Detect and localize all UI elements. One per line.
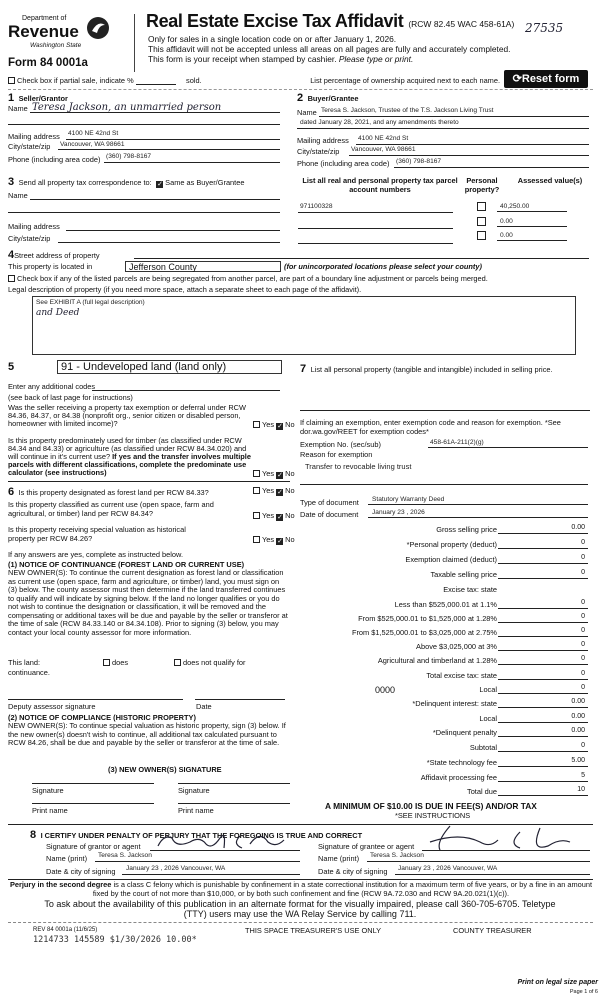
tax-row-line — [498, 766, 588, 767]
title-row — [146, 10, 514, 32]
parcel-number-field[interactable] — [298, 228, 453, 229]
doc-date-label: Date of document — [300, 510, 359, 519]
current-use-yes-no: Yes ✓ No — [253, 511, 295, 521]
assessed-value-field[interactable]: 0.00 — [500, 232, 513, 239]
buyer-phone-field[interactable]: (360) 798-8167 — [396, 158, 442, 165]
street-address-field[interactable] — [134, 258, 589, 259]
partial-sale-checkbox[interactable] — [8, 77, 15, 84]
seller-name-field[interactable]: Teresa Jackson, an unmarried person — [32, 102, 222, 113]
county-note: (for unincorporated locations please select your county) — [284, 262, 482, 271]
legal-handwritten-text: and Deed — [36, 308, 80, 318]
assessed-value-field[interactable]: 0.00 — [500, 218, 513, 225]
deputy-date-field[interactable] — [195, 699, 285, 700]
parcel-number-field[interactable] — [298, 243, 453, 244]
tax-row-label: From $1,525,000.01 to $3,025,000 at 2.75% — [351, 628, 497, 637]
tax-row-label: Total excise tax: state — [426, 671, 497, 680]
tax-row-label: Exemption claimed (deduct) — [405, 555, 497, 564]
tax-row-label: Above $3,025,000 at 3% — [416, 642, 497, 651]
land-use-code-select[interactable]: 91 - Undeveloped land (land only) — [57, 360, 282, 374]
header-divider — [134, 14, 135, 72]
yes-checkbox[interactable] — [253, 487, 260, 494]
does-checkbox[interactable] — [103, 659, 110, 666]
personal-col-header: Personal property? — [464, 176, 500, 194]
yes-checkbox[interactable] — [253, 421, 260, 428]
tax-row-value[interactable]: 0.00 — [571, 713, 585, 720]
grantee-signature-label: Signature of grantee or agent — [318, 842, 415, 851]
buyer-mailing-field[interactable]: 4100 NE 42nd St — [358, 135, 409, 142]
legal-typed-text: See EXHIBIT A (full legal description) — [36, 299, 145, 306]
seller-section-title: 1 Seller/Grantor — [8, 92, 68, 104]
buyer-section-title: 2 Buyer/Grantee — [297, 92, 359, 104]
local-code: 0000 — [375, 685, 396, 695]
corr-mailing-label: Mailing address — [8, 222, 60, 231]
additional-codes-label: Enter any additional codes — [8, 382, 96, 391]
tax-row-value[interactable]: 10 — [577, 786, 585, 793]
dor-logo — [8, 14, 120, 54]
divider — [8, 922, 593, 923]
grantee-name-field[interactable]: Teresa S. Jackson — [370, 852, 424, 859]
notice-compliance-text: NEW OWNER(S): To continue special valuation as historic property, sign (3) below. If the new owner(s) doesn't wish to continue, all additional tax calculated pursuant to RCW 84.26, shall be due and payable by the seller or transferor at the time of sale. — [8, 721, 286, 747]
certify-title: 8 I CERTIFY UNDER PENALTY OF PERJURY THAT THE FOREGOING IS TRUE AND CORRECT — [30, 829, 363, 841]
additional-codes-field[interactable] — [92, 390, 280, 391]
minimum-due-note: A MINIMUM OF $10.00 IS DUE IN FEE(S) AND/OR TAX — [325, 801, 537, 811]
tax-row-label: Subtotal — [469, 743, 497, 752]
doc-date-field[interactable]: January 23 , 2026 — [372, 509, 425, 516]
reason-field[interactable]: Transfer to revocable living trust — [305, 462, 412, 471]
tax-row-value[interactable]: 0.00 — [571, 698, 585, 705]
tax-row-line — [498, 679, 588, 680]
tax-row-line — [498, 533, 588, 534]
buyer-name-line2[interactable]: dated January 28, 2021, and any amendments thereto — [300, 119, 459, 126]
tax-row-line — [498, 622, 588, 623]
tax-row-label: *Personal property (deduct) — [406, 540, 497, 549]
corr-name-label: Name — [8, 191, 28, 200]
tax-row-label: *Delinquent interest: state — [412, 699, 497, 708]
signature-label-2: Signature — [178, 786, 210, 795]
tax-row-line — [498, 548, 588, 549]
legal-description-field[interactable] — [32, 296, 576, 355]
tax-row-value[interactable]: 0 — [581, 742, 585, 749]
divider — [8, 89, 593, 90]
segregated-checkbox[interactable] — [8, 275, 15, 282]
located-in-label: This property is located in — [8, 262, 93, 271]
tax-row-label: Local — [479, 685, 497, 694]
tax-row-value[interactable]: 0 — [581, 655, 585, 662]
grantor-name-label: Name (print) — [46, 854, 88, 863]
notice-continuance-text: NEW OWNER(S): To continue the current designation as forest land or classification as current use (open space, farm and agriculture, or timber) land, you must sign on (3) below. The county assessor must then determine if the land transferred continues to qualify and will indicate by signing below. If the land no longer qualifies or you do not wish to continue the designation or classification, it will be removed and the compensating or additional taxes will be due and payable by the seller or transferor at the time of sale (RCW 84.33.140 or 84.34.108). Prior to signing (3) below, you may contact your local county assessor for more information. — [8, 568, 288, 637]
alternate-format-notice: To ask about the availability of this publication in an alternate format for the visually impaired, please call 360-705-6705. Teletype (TTY) users may use the WA Relay Service by calling 711. — [44, 899, 556, 919]
no-checkbox[interactable]: ✓ — [277, 514, 283, 521]
logo-revenue: Revenue — [8, 22, 79, 41]
partial-sold-label: sold. — [186, 76, 202, 85]
tax-row-value[interactable]: 5.00 — [571, 757, 585, 764]
historic-question: Is this property receiving special valuation as historical property per RCW 84.26? — [8, 525, 186, 543]
owner-signature-field-2[interactable] — [178, 783, 290, 784]
does-not-option[interactable]: does not qualify for — [174, 658, 245, 667]
tax-row-label: From $525,000.01 to $1,525,000 at 1.28% — [358, 614, 497, 623]
grantor-name-field[interactable]: Teresa S. Jackson — [98, 852, 152, 859]
tax-row-line — [498, 736, 588, 737]
tax-row-line — [498, 751, 588, 752]
form-title: Real Estate Excise Tax Affidavit — [146, 11, 404, 31]
tax-row-value[interactable]: 0 — [581, 670, 585, 677]
cashier-stamp: 1214733 145589 $1/30/2026 10.00* — [33, 935, 197, 945]
tax-row-line — [498, 707, 588, 708]
grantee-signature — [420, 822, 590, 854]
no-checkbox[interactable]: ✓ — [277, 423, 283, 430]
personal-property-checkbox[interactable] — [477, 217, 486, 226]
header-line1: Only for sales in a single location code on or after January 1, 2026. — [148, 34, 397, 44]
buyer-name-label: Name — [297, 108, 317, 117]
seller-phone-label: Phone (including area code) — [8, 155, 101, 164]
exemption-yes-no: Yes ✓ No — [253, 420, 295, 430]
forest-yes-no: Yes ✓ No — [253, 486, 295, 496]
tax-row-label: Local — [479, 714, 497, 723]
tax-row-label: Total due — [467, 787, 497, 796]
segregated-option[interactable]: Check box if any of the listed parcels are being segregated from another parcel, are part of a boundary line adjustment or parcels being merged. — [8, 274, 488, 283]
same-as-buyer-checkbox[interactable]: ✓ — [157, 181, 164, 188]
seller-city-label: City/state/zip — [8, 142, 51, 151]
parcel-number-field[interactable]: 971100328 — [300, 203, 333, 210]
owner-signature-field[interactable] — [32, 783, 154, 784]
county-select[interactable]: Jefferson County — [125, 261, 281, 272]
exemption-no-field[interactable]: 458-61A-211(2)(g) — [430, 439, 484, 446]
buyer-phone-label: Phone (including area code) — [297, 159, 390, 168]
grantor-signature — [150, 828, 300, 854]
handwritten-number: 27535 — [525, 21, 564, 35]
yes-checkbox[interactable] — [253, 470, 260, 477]
continuance-label: continuance. — [8, 668, 50, 677]
personal-property-label: 7 List all personal property (tangible and intangible) included in selling price. — [300, 363, 553, 375]
owner-print-name-field[interactable] — [32, 803, 154, 804]
yes-checkbox[interactable] — [253, 512, 260, 519]
does-not-checkbox[interactable] — [174, 659, 181, 666]
no-checkbox[interactable]: ✓ — [277, 472, 283, 479]
forest-question: 6 Is this property designated as forest land per RCW 84.33? — [8, 486, 209, 498]
tax-row-value[interactable]: 0 — [581, 539, 585, 546]
perjury-notice: Perjury in the second degree is a class C felony which is punishable by confinement in a state correctional institution for a maximum term of five years, or by a fine in an amount fixed by the court of not more than $10,000, or by both such confinement and fine (RCW 9A.72.030 and RCW 9A.20.021(1)(c)). — [9, 880, 593, 898]
tax-row-label: Excise tax: state — [443, 585, 497, 594]
signature-label: Signature — [32, 786, 64, 795]
correspondence-section: 3 Send all property tax correspondence to: ✓ Same as Buyer/Grantee — [8, 176, 245, 188]
this-land-label: This land: — [8, 658, 41, 667]
tax-row-value[interactable]: 5 — [581, 772, 585, 779]
grantor-date-label: Date & city of signing — [46, 867, 116, 876]
parcel-col-header: List all real and personal property tax parcel account numbers — [302, 176, 458, 194]
corr-city-label: City/state/zip — [8, 234, 51, 243]
grantee-name-label: Name (print) — [318, 854, 360, 863]
seller-city-field[interactable]: Vancouver, WA 98661 — [60, 141, 125, 148]
corr-name-field[interactable] — [30, 199, 280, 200]
seller-mailing-label: Mailing address — [8, 132, 60, 141]
no-checkbox[interactable]: ✓ — [277, 538, 283, 545]
section-5-number: 5 — [8, 361, 15, 373]
timber-question: Is this property predominately used for timber (as classified under RCW 84.34 and 84.33) or agriculture (as classified under RCW 84.34.020) and will continue in it's current use? If yes and the transfer involves multiple parcels with different classifications, complete the predominate use calculator (see instructions) — [8, 436, 251, 477]
treasurer-use-label: THIS SPACE TREASURER'S USE ONLY — [245, 926, 382, 935]
tax-row-line — [498, 722, 588, 723]
exemption-question: Was the seller receiving a property tax exemption or deferral under RCW 84.36, 84.37, or 84.38 (nonprofit org., senior citizen or disabled person, homeowner with limited income)? — [8, 403, 246, 428]
deputy-date-label: Date — [196, 702, 212, 711]
page-number: Page 1 of 6 — [569, 989, 598, 995]
tax-row-line — [498, 608, 588, 609]
header-line2: This affidavit will not be accepted unless all areas on all pages are fully and accurately completed. — [148, 44, 511, 54]
grantor-date-field[interactable]: January 23 , 2026 Vancouver, WA — [126, 865, 226, 872]
header-line3: This form is your receipt when stamped by cashier. Please type or print. — [148, 54, 414, 64]
grantee-date-label: Date & city of signing — [318, 867, 388, 876]
logo-dept: Department of — [22, 15, 67, 22]
timber-yes-no: Yes ✓ No — [253, 469, 295, 479]
seller-phone-field[interactable]: (360) 798-8167 — [106, 153, 152, 160]
answers-note: If any answers are yes, complete as instructed below. — [8, 550, 183, 559]
notice-continuance-title: (1) NOTICE OF CONTINUANCE (FOREST LAND OR CURRENT USE) — [8, 560, 245, 569]
yes-checkbox[interactable] — [253, 536, 260, 543]
does-option[interactable]: does — [103, 658, 128, 667]
tax-row-label: Agricultural and timberland at 1.28% — [377, 656, 497, 665]
assessed-value-field[interactable]: 40,250.00 — [500, 203, 530, 210]
form-number: Form 84 0001a — [8, 57, 88, 69]
exemption-note: If claiming an exemption, enter exemption code and reason for exemption. *See dor.wa.gov/REET for exemption codes* — [300, 418, 561, 436]
grantee-date-field[interactable]: January 23 , 2026 Vancouver, WA — [398, 865, 498, 872]
reset-form-button[interactable]: ⟳Reset form — [504, 70, 588, 88]
tax-row-value[interactable]: 0 — [581, 569, 585, 576]
print-name-label: Print name — [32, 806, 68, 815]
personal-property-checkbox[interactable] — [477, 202, 486, 211]
doc-type-label: Type of document — [300, 498, 359, 507]
tax-row-value[interactable]: 0 — [581, 613, 585, 620]
seller-name-label: Name — [8, 104, 28, 113]
tax-row-value[interactable]: 0.00 — [571, 727, 585, 734]
tax-row-label: Affidavit processing fee — [420, 773, 497, 782]
county-treasurer-label: COUNTY TREASURER — [453, 926, 532, 935]
dor-swirl-icon — [86, 16, 110, 40]
form-rcw: (RCW 82.45 WAC 458-61A) — [408, 19, 515, 29]
tax-row-value[interactable]: 0.00 — [571, 524, 585, 531]
deputy-signature-field[interactable] — [8, 699, 183, 700]
seller-mailing-field[interactable]: 4100 NE 42nd St — [68, 130, 119, 137]
grantor-signature-label: Signature of grantor or agent — [46, 842, 141, 851]
tax-row-value[interactable]: 0 — [581, 627, 585, 634]
tax-row-label: Gross selling price — [436, 525, 497, 534]
deputy-signature-label: Deputy assessor signature — [8, 702, 96, 711]
corr-mailing-field[interactable] — [66, 230, 280, 231]
doc-type-field[interactable]: Statutory Warranty Deed — [372, 496, 445, 503]
new-owner-signature-title: (3) NEW OWNER(S) SIGNATURE — [108, 765, 222, 774]
tax-row-line — [498, 563, 588, 564]
print-name-label-2: Print name — [178, 806, 214, 815]
exemption-no-label: Exemption No. (sec/sub) — [300, 440, 381, 449]
tax-row-label: *Delinquent penalty — [432, 728, 497, 737]
buyer-mailing-label: Mailing address — [297, 136, 349, 145]
logo-state: Washington State — [30, 42, 82, 49]
buyer-city-field[interactable]: Vancouver, WA 98661 — [351, 146, 416, 153]
tax-row-line — [498, 650, 588, 651]
tax-row-line — [498, 664, 588, 665]
tax-row-value[interactable]: 0 — [581, 684, 585, 691]
personal-property-field[interactable] — [300, 410, 590, 411]
tax-row-label: *State technology fee — [426, 758, 497, 767]
buyer-name-field[interactable]: Teresa S. Jackson, Trustee of the T.S. Jackson Living Trust — [321, 107, 494, 114]
owner-print-name-field-2[interactable] — [178, 803, 290, 804]
ownership-note: List percentage of ownership acquired next to each name. — [310, 76, 500, 85]
no-checkbox[interactable]: ✓ — [277, 489, 283, 496]
tax-row-line — [498, 795, 588, 796]
revision-label: REV 84 0001a (11/6/25) — [33, 927, 98, 933]
tax-row-value[interactable]: 0 — [581, 641, 585, 648]
tax-row-label: Taxable selling price — [430, 570, 497, 579]
tax-row-value[interactable]: 0 — [581, 554, 585, 561]
tax-row-line — [498, 693, 588, 694]
see-back-note: (see back of last page for instructions) — [8, 393, 133, 402]
tax-row-line — [498, 781, 588, 782]
see-instructions-note: *SEE INSTRUCTIONS — [395, 811, 471, 820]
reason-label: Reason for exemption — [300, 450, 373, 459]
tax-row-line — [498, 636, 588, 637]
current-use-question: Is this property classified as current use (open space, farm and agricultural, or timber) land per RCW 84.34? — [8, 500, 214, 518]
street-address-label: 4Street address of property — [8, 249, 100, 261]
corr-city-field[interactable] — [58, 242, 280, 243]
assessed-col-header: Assessed value(s) — [517, 176, 583, 185]
partial-sale[interactable]: Check box if partial sale, indicate % — [8, 76, 134, 85]
buyer-city-label: City/state/zip — [297, 147, 340, 156]
legal-paper-note: Print on legal size paper — [517, 979, 598, 986]
refresh-icon: ⟳ — [512, 73, 522, 85]
legal-desc-label: Legal description of property (if you need more space, attach a separate sheet to each page of the affidavit). — [8, 285, 362, 294]
tax-row-label: Less than $525,000.01 at 1.1% — [394, 600, 497, 609]
tax-row-line — [498, 578, 588, 579]
personal-property-checkbox[interactable] — [477, 231, 486, 240]
historic-yes-no: Yes ✓ No — [253, 535, 295, 545]
tax-row-value[interactable]: 0 — [581, 599, 585, 606]
notice-compliance-title: (2) NOTICE OF COMPLIANCE (HISTORIC PROPERTY) — [8, 713, 196, 722]
